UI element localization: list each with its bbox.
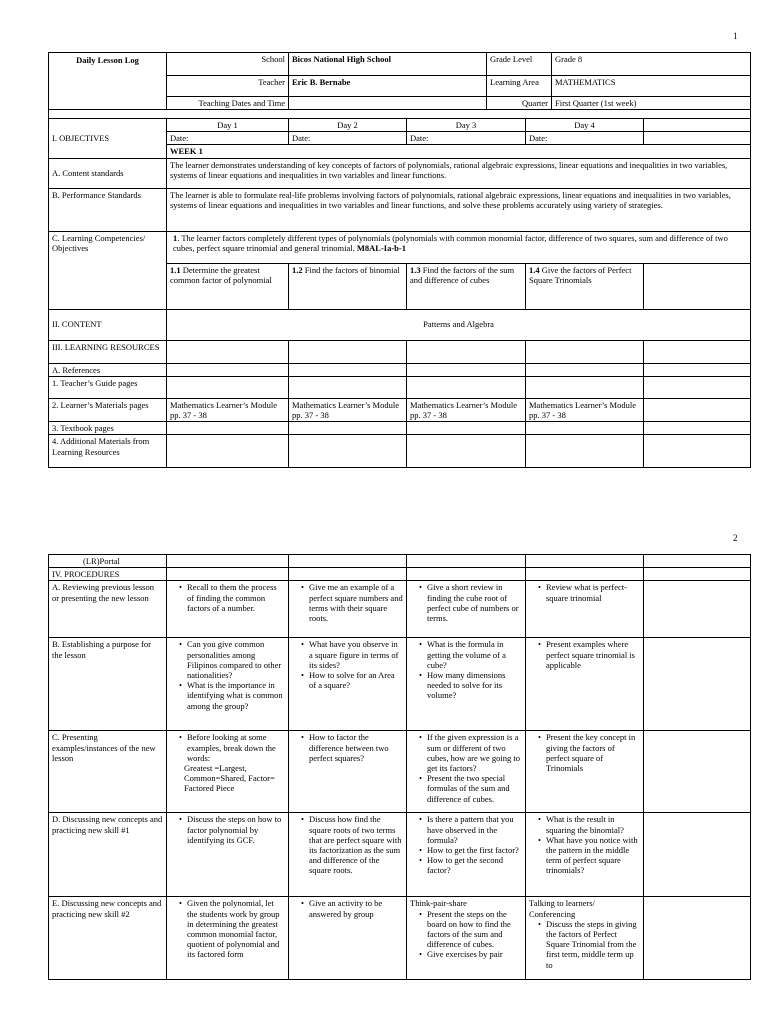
procedure-e-day-2: • Give an activity to be answered by group: [289, 897, 407, 980]
lesson-table-page1: [48, 109, 751, 468]
day-3-header: Day 3: [407, 119, 526, 132]
resources-label: III. LEARNING RESOURCES: [49, 340, 167, 363]
competencies-text: [167, 231, 751, 263]
textbook-label: 3. Textbook pages: [49, 422, 167, 435]
procedure-c-day-2: • How to factor the difference between two perfect squares?: [289, 731, 407, 813]
school-value: Bicos National High School: [289, 53, 487, 76]
competencies-code: M8AL-Ia-b-1: [356, 242, 406, 253]
performance-standards-label: B. Performance Standards: [49, 188, 167, 231]
dates-value: [289, 97, 487, 110]
content-value: Patterns and Algebra: [167, 309, 751, 340]
dates-label: Teaching Dates and Time: [167, 97, 289, 110]
objective-1-1: 1.1 Determine the greatest common factor of polynomial: [167, 263, 289, 309]
competencies-number: 1: [173, 232, 178, 243]
procedure-a-day-2: • Give me an example of a perfect square numbers and terms with their square roots.: [289, 581, 407, 638]
procedure-b-day-2: • What have you observe in a square figure in terms of its sides? • How to solve for an Area of a square?: [289, 638, 407, 731]
area-label: Learning Area: [487, 76, 552, 97]
lesson-table-page2: [48, 554, 751, 980]
quarter-label: Quarter: [487, 97, 552, 110]
header-table: [48, 52, 751, 110]
content-standards-label: A. Content standards: [49, 158, 167, 188]
date-day-4: Date:: [526, 132, 644, 145]
procedures-label: IV. PROCEDURES: [49, 568, 167, 581]
header-blank: [49, 97, 167, 110]
procedure-b-label: B. Establishing a purpose for the lesson: [49, 638, 167, 731]
day-2-header: Day 2: [289, 119, 407, 132]
procedure-d-day-1: • Discuss the steps on how to factor polynomial by identifying its GCF.: [167, 813, 289, 897]
procedure-c-day-1: • Before looking at some examples, break down the words: Greatest =Largest, Common=Shared, Factor= Factored Piece: [167, 731, 289, 813]
procedure-d-day-2: • Discuss how find the square roots of two terms that are perfect square with its factorization as the sum and difference of the square roots.: [289, 813, 407, 897]
week-label: WEEK 1: [167, 145, 751, 158]
procedure-d-label: D. Discussing new concepts and practicing new skill #1: [49, 813, 167, 897]
lm-day-1: Mathematics Learner’s Module pp. 37 - 38: [167, 398, 289, 421]
objectives-label: I. OBJECTIVES: [49, 119, 167, 159]
objective-1-3: 1.3 Find the factors of the sum and difference of cubes: [407, 263, 526, 309]
lm-day-2: Mathematics Learner’s Module pp. 37 - 38: [289, 398, 407, 421]
procedure-a-day-3: • Give a short review in finding the cube root of perfect cube of numbers or terms.: [407, 581, 526, 638]
learners-materials-label: 2. Learner’s Materials pages: [49, 398, 167, 421]
procedure-c-label: C. Presenting examples/instances of the new lesson: [49, 731, 167, 813]
day-1-header: Day 1: [167, 119, 289, 132]
teacher-value: Eric B. Bernabe: [289, 76, 487, 97]
procedure-b-day-4: • Present examples where perfect square trinomial is applicable: [526, 638, 644, 731]
day-4-header: Day 4: [526, 119, 644, 132]
lr-portal-label: (LR)Portal: [49, 555, 167, 568]
procedure-a-day-1: • Recall to them the process of finding the common factors of a number.: [167, 581, 289, 638]
procedure-d-day-3: • Is there a pattern that you have observed in the formula? • How to get the first factor? • How to get the second factor?: [407, 813, 526, 897]
procedure-a-label: A. Reviewing previous lesson or presenting the new lesson: [49, 581, 167, 638]
lm-day-3: Mathematics Learner’s Module pp. 37 - 38: [407, 398, 526, 421]
competencies-label: C. Learning Competencies/ Objectives: [49, 231, 167, 309]
additional-materials-label: 4. Additional Materials from Learning Resources: [49, 435, 167, 468]
procedure-e-day-3: Think-pair-share • Present the steps on the board on how to find the factors of the sum and difference of cubes. • Give exercises by pair: [407, 897, 526, 980]
procedure-d-day-4: • What is the result in squaring the binomial? • What have you notice with the pattern in the middle term of perfect square trinomials?: [526, 813, 644, 897]
content-label: II. CONTENT: [49, 309, 167, 340]
procedure-c-day-3: • If the given expression is a sum or different of two cubes, how are we going to get its factors? • Present the two special formulas of the sum and difference of cubes.: [407, 731, 526, 813]
date-day-3: Date:: [407, 132, 526, 145]
references-label: A. References: [49, 363, 167, 376]
procedure-e-day-4: Talking to learners/ Conferencing • Discuss the steps in giving the factors of Perfect Square Trinomial from the first term, middle term up to: [526, 897, 644, 980]
procedure-a-day-4: • Review what is perfect-square trinomial: [526, 581, 644, 638]
log-title: Daily Lesson Log: [49, 53, 167, 97]
teacher-label: Teacher: [167, 76, 289, 97]
date-day-1: Date:: [167, 132, 289, 145]
performance-standards-text: The learner is able to formulate real-life problems involving factors of polynomials, rational algebraic expressions, linear equations and inequalities in two variables, systems of linear equations and inequalities in two variables and linear functions, and solve these problems accurately using variety of strategies.: [167, 188, 751, 231]
page-number-1: 1: [733, 31, 738, 41]
competencies-body: . The learner factors completely different types of polynomials (polynomials with common monomial factor, difference of two squares, sum and difference of two cubes, perfect square trinomial and general trinomial.: [173, 232, 728, 253]
procedure-b-day-3: • What is the formula in getting the volume of a cube? • How many dimensions needed to solve for its volume?: [407, 638, 526, 731]
grade-label: Grade Level: [487, 53, 552, 76]
spacer-row: [49, 110, 751, 119]
procedure-e-day-1: • Given the polynomial, let the students work by group in determining the greatest common monomial factor, quotient of polynomial and its factored form: [167, 897, 289, 980]
lm-day-4: Mathematics Learner’s Module pp. 37 - 38: [526, 398, 644, 421]
teachers-guide-label: 1. Teacher’s Guide pages: [49, 376, 167, 398]
objective-1-2: 1.2 Find the factors of binomial: [289, 263, 407, 309]
grade-value: Grade 8: [552, 53, 751, 76]
area-value: MATHEMATICS: [552, 76, 751, 97]
procedure-e-label: E. Discussing new concepts and practicing new skill #2: [49, 897, 167, 980]
page-number-2: 2: [733, 533, 738, 543]
objective-1-4: 1.4 Give the factors of Perfect Square Trinomials: [526, 263, 644, 309]
quarter-value: First Quarter (1st week): [552, 97, 751, 110]
procedure-c-day-4: • Present the key concept in giving the factors of perfect square of Trinomials: [526, 731, 644, 813]
school-label: School: [167, 53, 289, 76]
content-standards-text: The learner demonstrates understanding of key concepts of factors of polynomials, rational algebraic expressions, linear equations and inequalities in two variables, systems of linear equations and inequalities in two variables and linear functions.: [167, 158, 751, 188]
procedure-b-day-1: • Can you give common personalities among Filipinos compared to other nationalities? • What is the importance in identifying what is common among the group?: [167, 638, 289, 731]
date-day-2: Date:: [289, 132, 407, 145]
